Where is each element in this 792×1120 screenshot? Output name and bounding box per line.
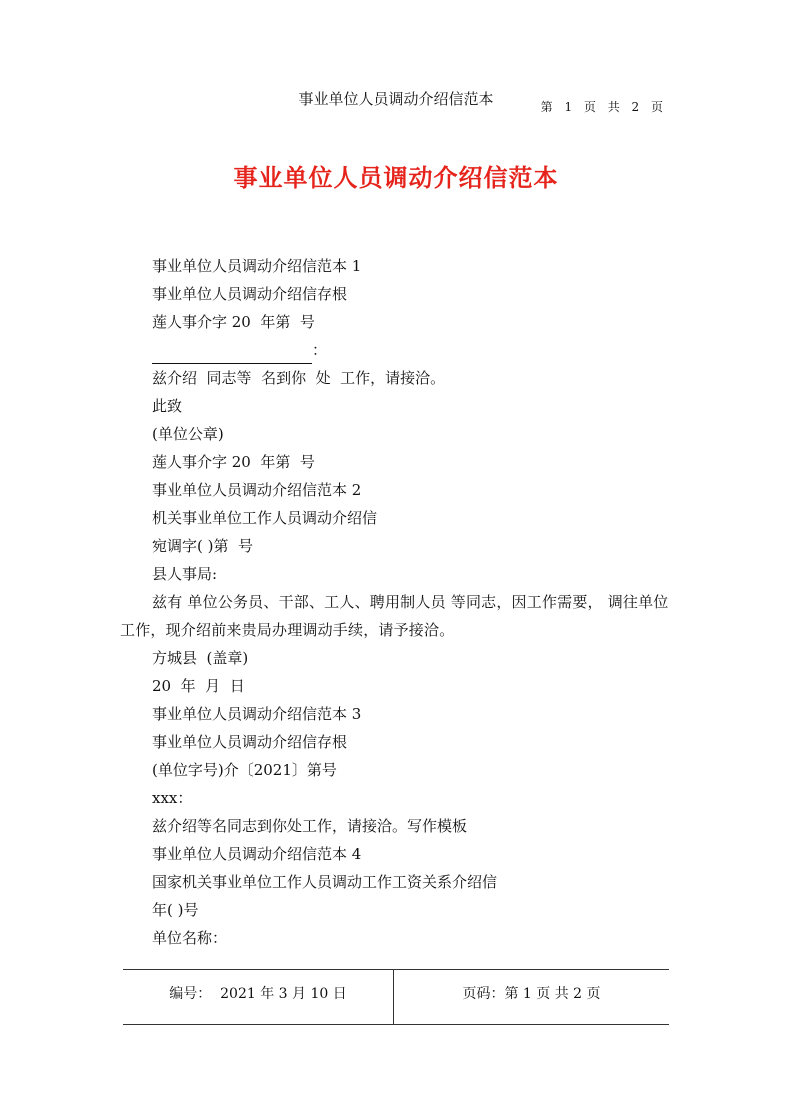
running-header-page-info: 第 1 页 共 2 页	[540, 100, 667, 114]
paragraph: (单位字号)介〔2021〕第号	[152, 761, 337, 779]
footer-number-label: 编号：	[169, 986, 212, 1002]
paragraph: 事业单位人员调动介绍信存根	[152, 285, 348, 303]
addressee-line	[120, 336, 676, 364]
paragraph: (单位公章)	[152, 425, 224, 443]
paragraph: 方城县 (盖章)	[152, 649, 249, 667]
paragraph: 单位名称：	[152, 929, 228, 947]
paragraph: 兹介绍 同志等 名到你 处 工作，请接洽。	[152, 369, 446, 387]
paragraph: xxx：	[152, 789, 193, 807]
paragraph: 兹介绍等名同志到你处工作，请接洽。写作模板	[152, 817, 468, 835]
document-body	[120, 252, 676, 952]
paragraph: 县人事局:	[152, 565, 218, 583]
paragraph: 莲人事介字 20 年第 号	[152, 313, 315, 331]
paragraph: 年( )号	[152, 901, 199, 919]
paragraph: 此致	[152, 397, 183, 415]
paragraph: 机关事业单位工作人员调动介绍信	[152, 509, 378, 527]
page-footer	[123, 969, 669, 1025]
paragraph: 国家机关事业单位工作人员调动工作工资关系介绍信	[152, 873, 498, 891]
blank-underline	[152, 345, 312, 364]
document-title: 事业单位人员调动介绍信范本	[233, 163, 559, 192]
paragraph: 事业单位人员调动介绍信存根	[152, 733, 348, 751]
paragraph: 事业单位人员调动介绍信范本 4	[152, 845, 362, 863]
paragraph: 事业单位人员调动介绍信范本 3	[152, 705, 362, 723]
running-header-title: 事业单位人员调动介绍信范本	[298, 90, 494, 108]
paragraph: 兹有 单位公务员、干部、工人、聘用制人员 等同志，因工作需要， 调往单位工作，现介绍前来贵局办理调动手续，请予接洽。	[120, 593, 669, 639]
footer-number-date	[123, 983, 393, 1003]
paragraph: 事业单位人员调动介绍信范本 2	[152, 481, 362, 499]
footer-date: 2021 年 3 月 10 日	[220, 986, 347, 1002]
paragraph: 事业单位人员调动介绍信范本 1	[152, 257, 362, 275]
paragraph: 莲人事介字 20 年第 号	[152, 453, 315, 471]
paragraph: 宛调字( )第 号	[152, 537, 254, 555]
paragraph: 20 年 月 日	[152, 677, 245, 695]
footer-page-number: 页码：第 1 页 共 2 页	[462, 986, 601, 1002]
addressee-colon: ：	[312, 341, 328, 359]
